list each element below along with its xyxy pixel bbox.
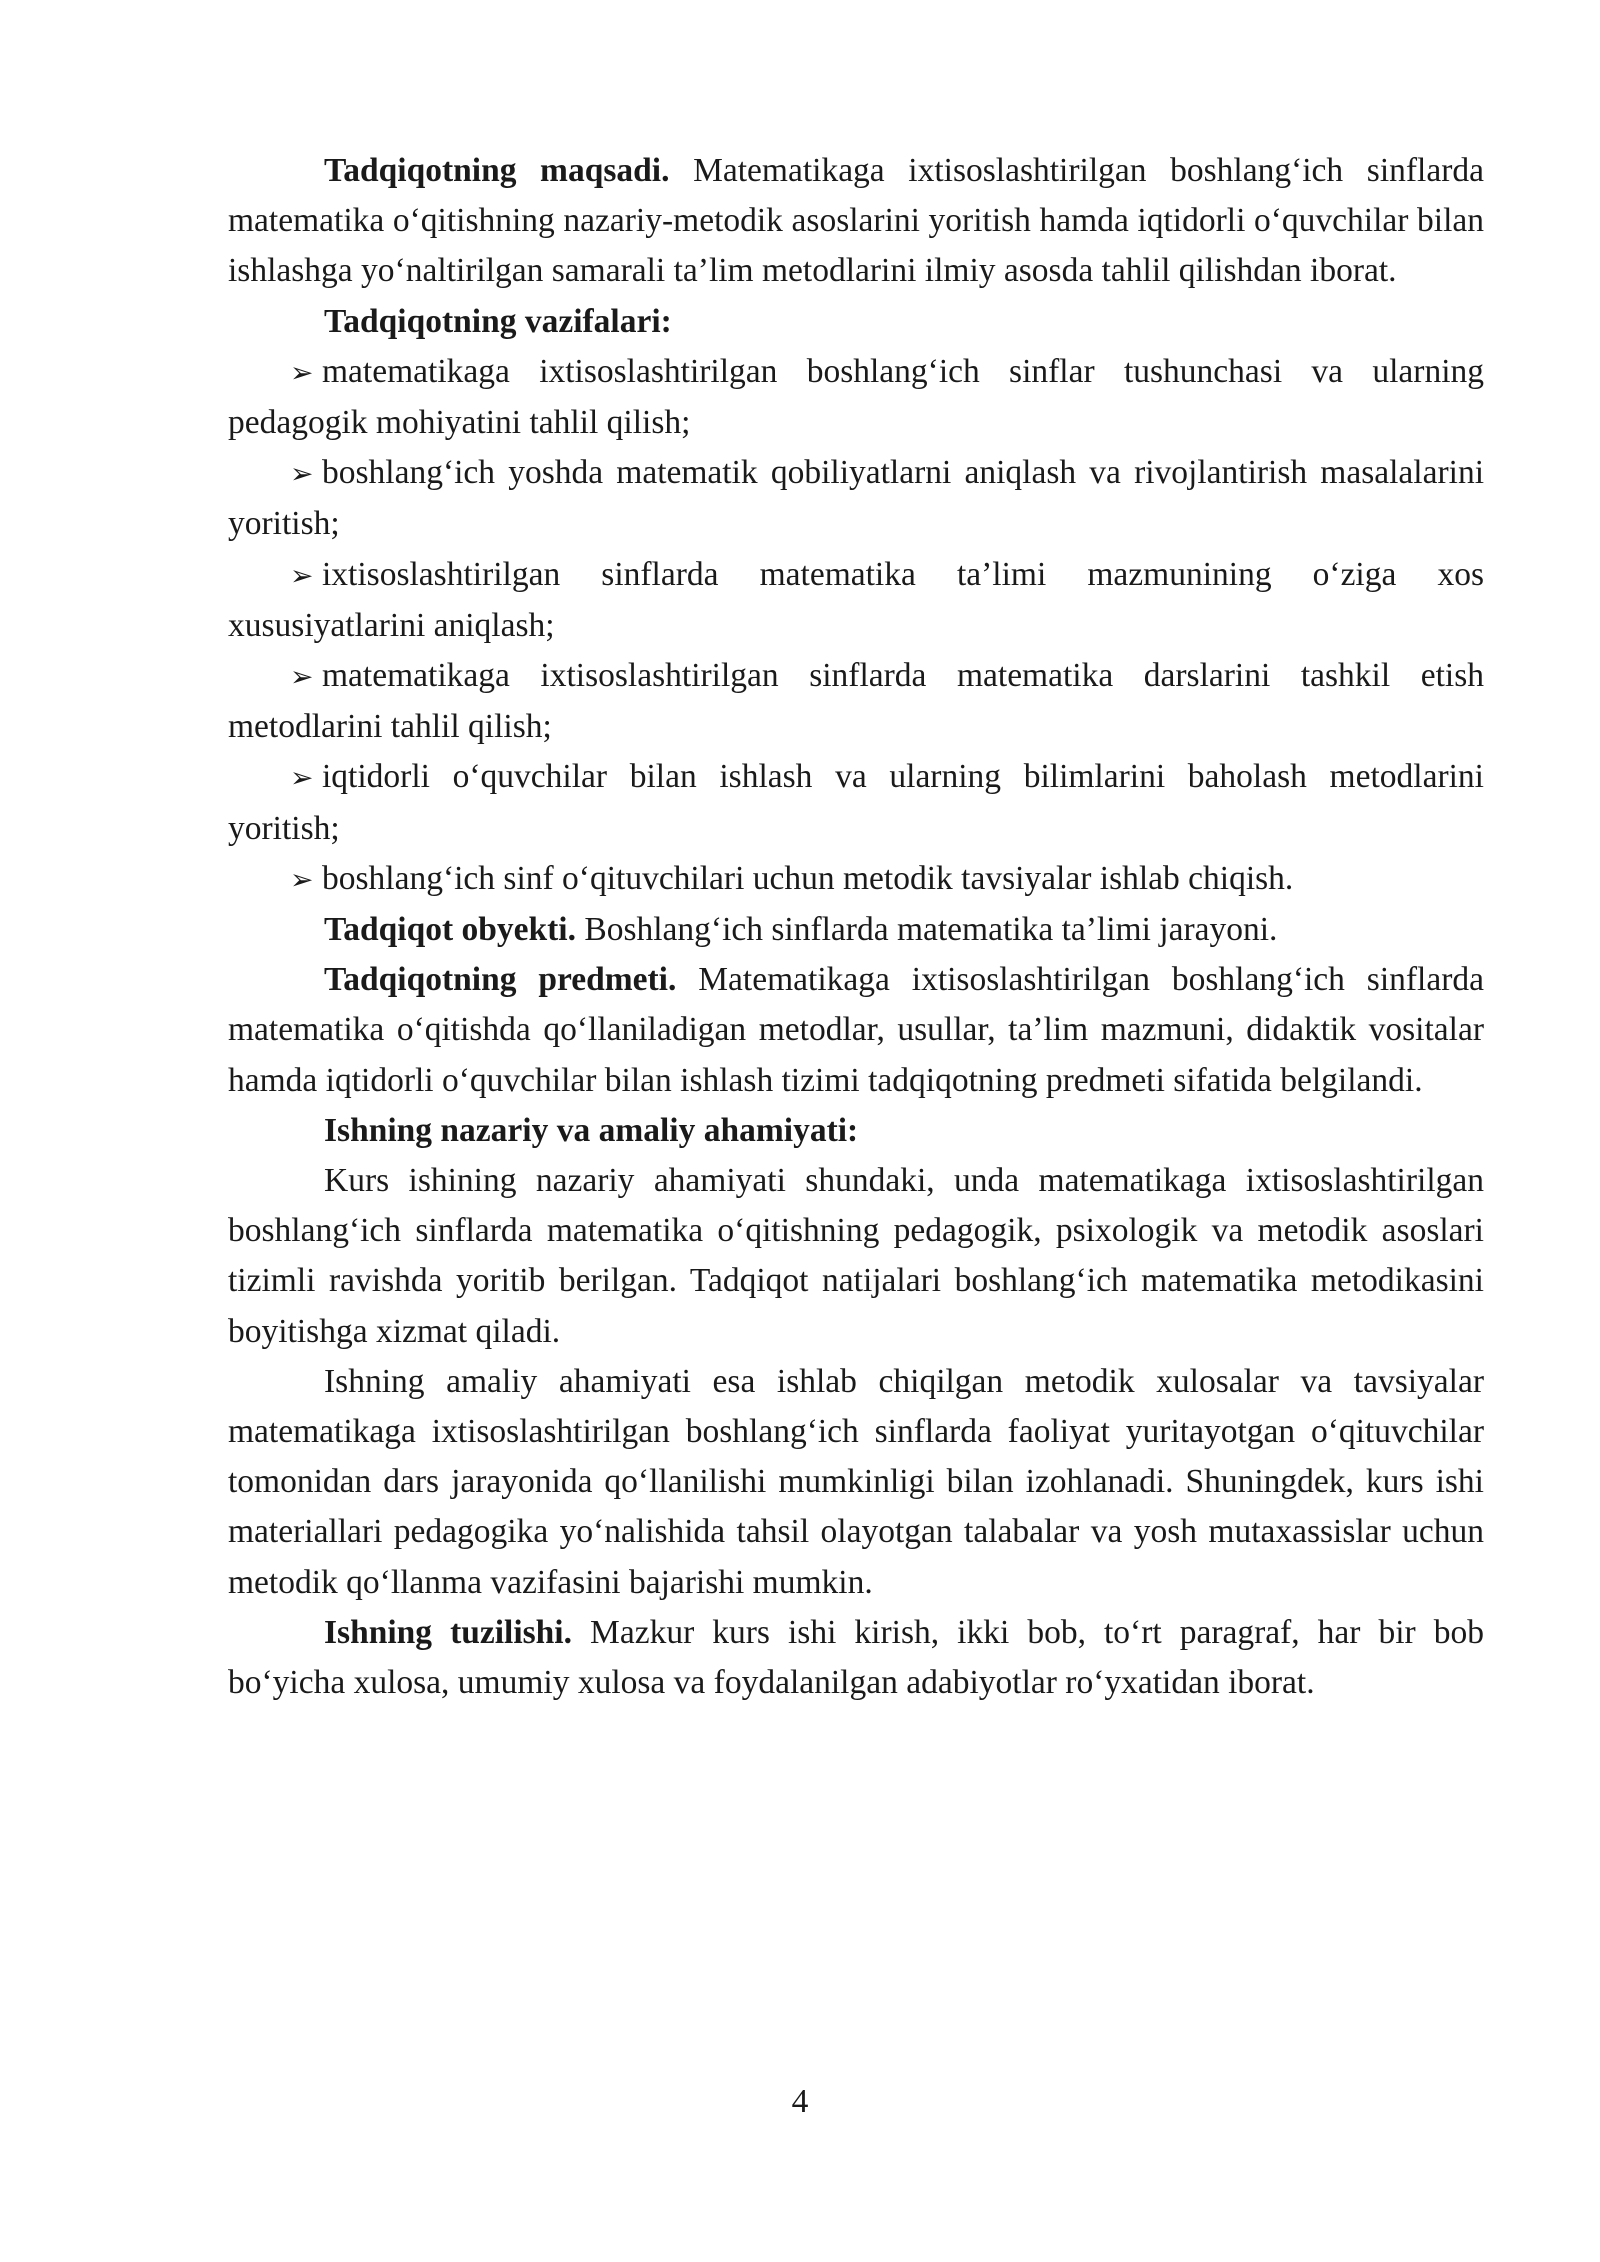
paragraph-nazariy-ahamiyat: Kurs ishining nazariy ahamiyati shundaki, unda matematikaga ixtisoslashtirilgan boshlang‘ich sinflarda matematika o‘qitishning pedagogik, psixologik va metodik asoslari tizimli ravishda yoritib berilgan. Tadqiqot natijalari boshlang‘ich matematika metodikasini boyitishga xizmat qiladi. <box>228 1162 1484 1350</box>
page-content <box>228 146 1484 1708</box>
arrow-bullet-icon: ➢ <box>290 862 314 896</box>
heading-predmet: Tadqiqotning predmeti. <box>324 961 677 999</box>
list-item-text: boshlang‘ich sinf o‘qituvchilari uchun metodik tavsiyalar ishlab chiqish. <box>322 859 1294 897</box>
text-predmet: Matematikaga ixtisoslashtirilgan boshlang‘ich sinflarda matematika o‘qitishda qo‘llaniladigan metodlar, usullar, ta’lim mazmuni, didaktik vositalar hamda iqtidorli o‘quvchilar bilan ishlash tizimi tadqiqotning predmeti sifatida belgilandi. <box>228 961 1485 1099</box>
list-item <box>228 550 1484 651</box>
heading-ahamiyat: Ishning nazariy va amaliy ahamiyati: <box>324 1111 859 1149</box>
list-item-text: iqtidorli o‘quvchilar bilan ishlash va ularning bilimlarini baholash metodlarini yoritish; <box>228 758 1484 847</box>
arrow-bullet-icon: ➢ <box>290 457 314 491</box>
arrow-bullet-icon: ➢ <box>290 355 314 389</box>
paragraph-obyekt <box>228 905 1484 955</box>
heading-tuzilish: Ishning tuzilishi. <box>324 1613 572 1651</box>
page-number: 4 <box>791 2083 809 2120</box>
arrow-bullet-icon: ➢ <box>290 558 314 592</box>
arrow-bullet-icon: ➢ <box>290 660 314 694</box>
list-item-text: matematikaga ixtisoslashtirilgan boshlang‘ich sinflar tushunchasi va ularning pedagogik mohiyatini tahlil qilish; <box>228 352 1484 442</box>
paragraph-amaliy-ahamiyat: Ishning amaliy ahamiyati esa ishlab chiqilgan metodik xulosalar va tavsiyalar matematikaga ixtisoslashtirilgan boshlang‘ich sinflarda faoliyat yuritayotgan o‘qituvchilar tomonidan dars jarayonida qo‘llanilishi mumkinligi bilan izohlanadi. Shuningdek, kurs ishi materiallari pedagogika yo‘nalishida tahsil olayotgan talabalar va yosh mutaxassislar uchun metodik qo‘llanma vazifasini bajarishi mumkin. <box>228 1362 1484 1601</box>
paragraph-predmet <box>228 955 1484 1106</box>
list-item <box>228 854 1484 905</box>
list-item-text: boshlang‘ich yoshda matematik qobiliyatlarni aniqlash va rivojlantirish masalalarini yoritish; <box>228 454 1484 543</box>
list-item-text: ixtisoslashtirilgan sinflarda matematika ta’limi mazmunining o‘ziga xos xususiyatlarini aniqlash; <box>228 555 1484 644</box>
list-item <box>228 347 1484 448</box>
list-item-text: matematikaga ixtisoslashtirilgan sinflarda matematika darslarini tashkil etish metodlarini tahlil qilish; <box>228 657 1484 746</box>
list-item <box>228 651 1484 752</box>
paragraph-tuzilish <box>228 1608 1484 1708</box>
text-maqsad: Matematikaga ixtisoslashtirilgan boshlang‘ich sinflarda matematika o‘qitishning nazariy-metodik asoslarini yoritish hamda iqtidorli o‘quvchilar bilan ishlashga yo‘naltirilgan samarali ta’lim metodlarini ilmiy asosda tahlil qilishdan iborat. <box>228 152 1484 290</box>
list-item <box>228 448 1484 549</box>
heading-obyekt: Tadqiqot obyekti. <box>324 911 576 949</box>
text-tuzilish: Mazkur kurs ishi kirish, ikki bob, to‘rt paragraf, har bir bob bo‘yicha xulosa, umumiy xulosa va foydalanilgan adabiyotlar ro‘yxatidan iborat. <box>228 1613 1485 1702</box>
paragraph-maqsad <box>228 146 1484 297</box>
heading-vazifalar: Tadqiqotning vazifalari: <box>324 302 672 340</box>
heading-maqsad: Tadqiqotning maqsadi. <box>324 152 670 189</box>
paragraph-ahamiyat-heading <box>228 1106 1484 1156</box>
arrow-bullet-icon: ➢ <box>290 761 314 795</box>
text-obyekt: Boshlang‘ich sinflarda matematika ta’limi jarayoni. <box>575 911 1278 949</box>
paragraph-vazifalar-heading <box>228 297 1484 347</box>
list-item <box>228 752 1484 853</box>
